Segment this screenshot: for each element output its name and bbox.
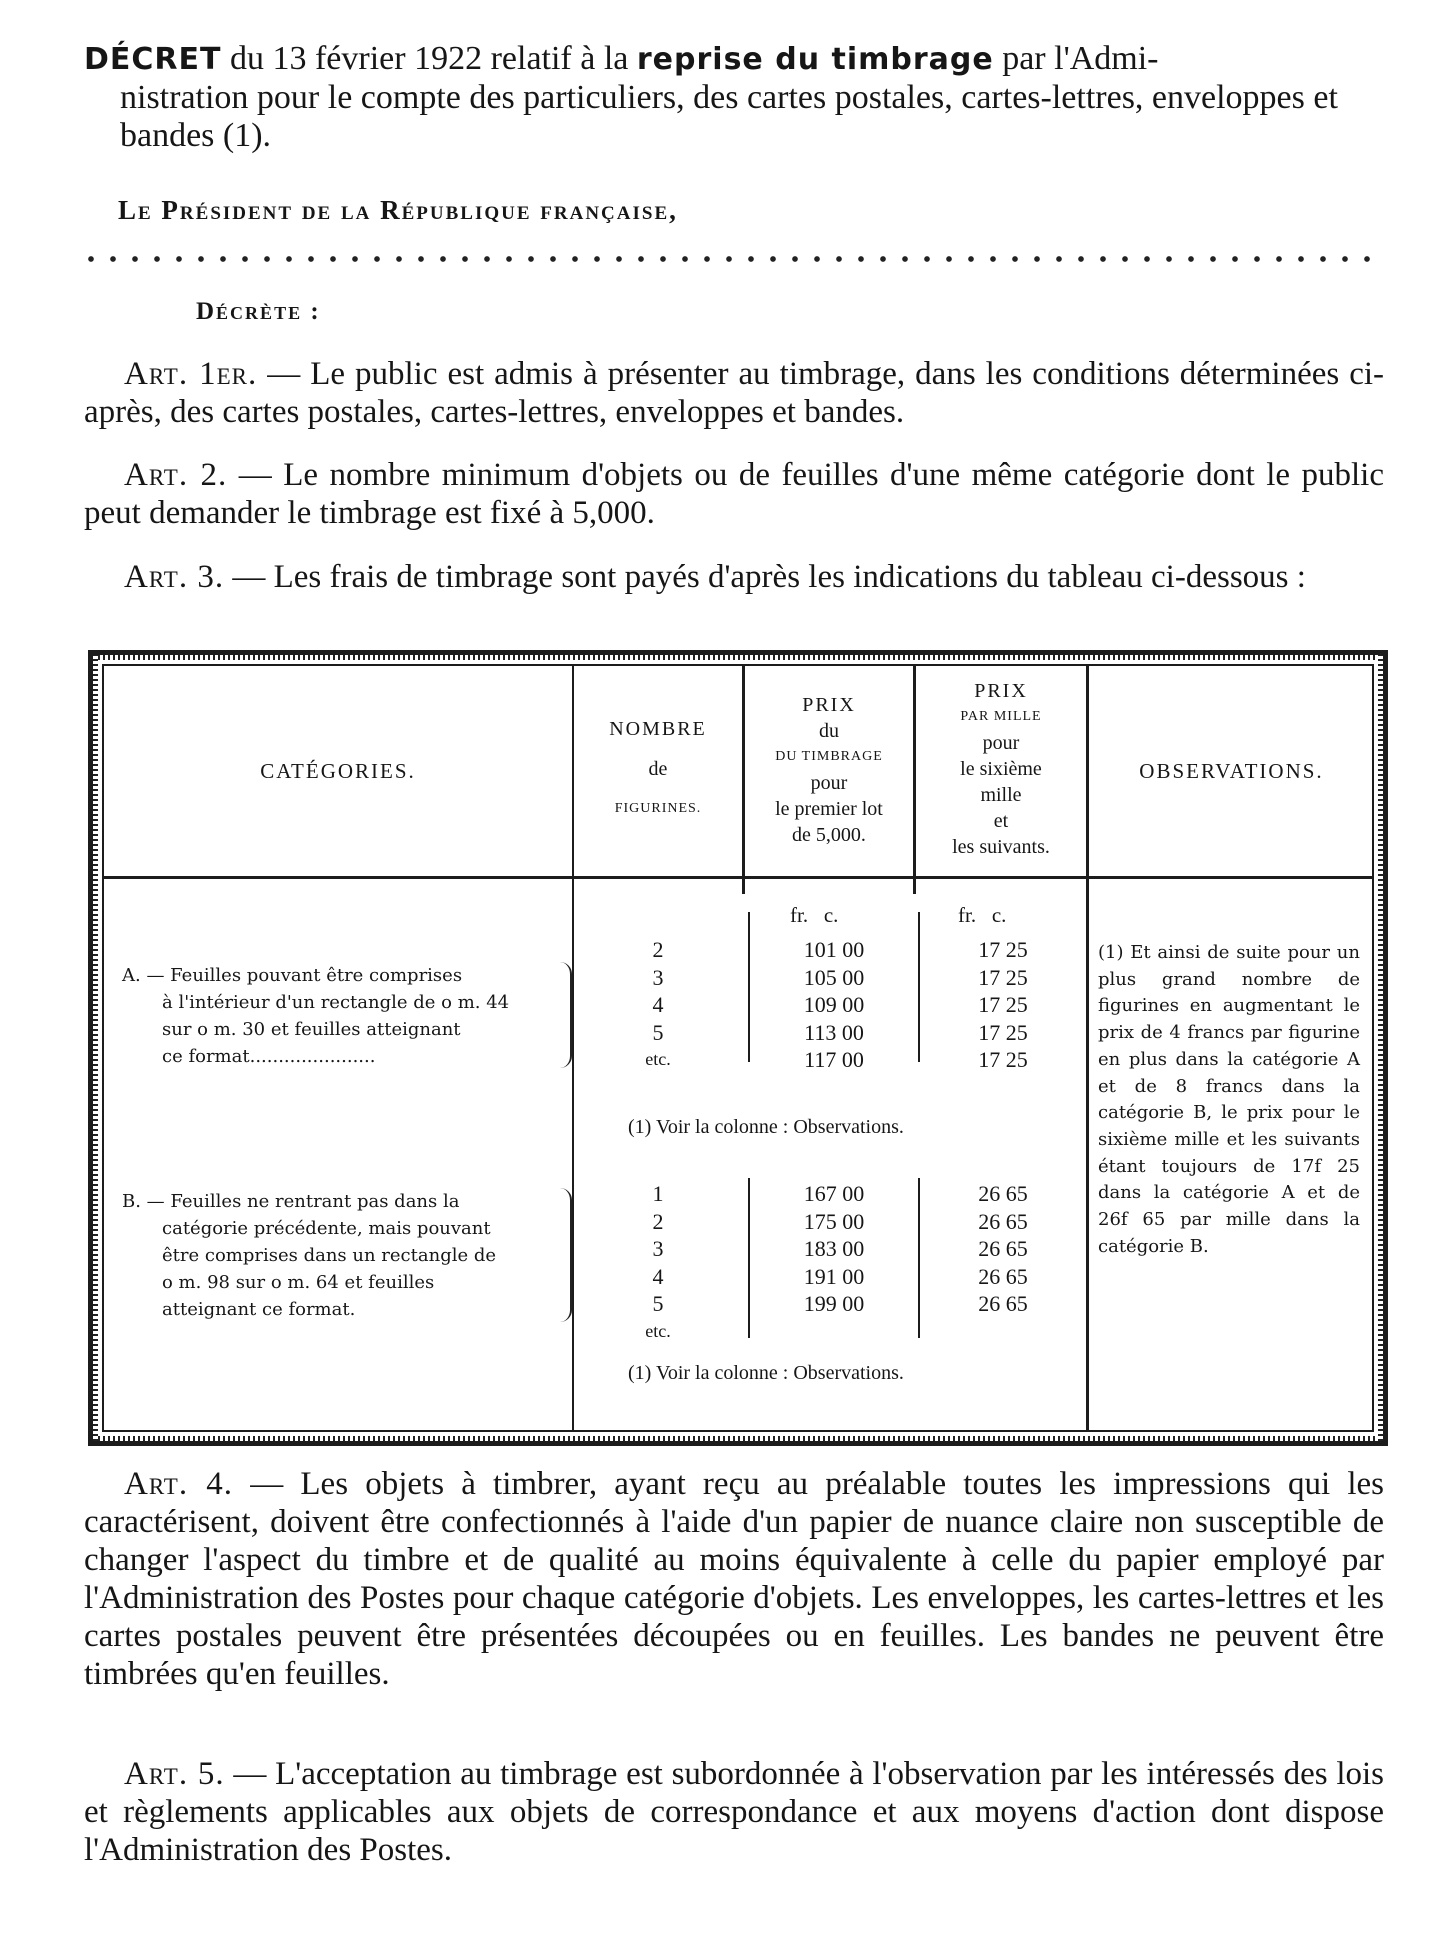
- category-a-figurines: 2 3 4 5 etc.: [645, 937, 671, 1069]
- article-1: [84, 355, 1384, 431]
- header-prix-par-mille: PRIX PAR MILLE pour le sixième mille et les suivants.: [952, 680, 1050, 858]
- unit-label: fr. c.: [790, 903, 839, 927]
- observations-text: (1) Et ainsi de suite pour un plus grand nombre de figurines en augmentant le prix de 4 francs par figurine en plus dans la catégorie A et de 8 francs dans la catégorie B, le prix pour le sixième mille et les suivants étant toujours de 17f 25 dans la catégorie A et de 26f 65 par mille dans la catégorie B.: [1098, 942, 1360, 1257]
- category-a-brace: [560, 962, 572, 1068]
- category-a-description: A. — Feuilles pouvant être comprises à l'intérieur d'un rectangle de o m. 44 sur o m. 30 et feuilles atteignant ce format......................: [122, 965, 510, 1067]
- header-categories: CATÉGORIES.: [260, 759, 416, 783]
- category-b-prix-mille: 26 65 26 65 26 65 26 65 26 65: [978, 1181, 1028, 1316]
- title-tail: par l'Admi-: [993, 40, 1159, 77]
- title-rest: nistration pour le compte des particuliers, des cartes postales, cartes-lettres, enveloppes et bandes (1).: [120, 79, 1338, 154]
- title-lead: DÉCRET: [84, 42, 222, 77]
- article-5-text: — L'acceptation au timbrage est subordonnée à l'observation par les intéressés des lois et règlements applicables aux objets de correspondance et aux moyens d'action dont dispose l'Administration des Postes.: [84, 1756, 1385, 1868]
- header-observations: OBSERVATIONS.: [1139, 759, 1324, 783]
- category-b-brace: [560, 1188, 572, 1322]
- title-bold-phrase: reprise du timbrage: [636, 42, 994, 77]
- article-3: [84, 558, 1384, 596]
- article-3-label: Art. 3.: [124, 559, 225, 595]
- article-4-label: Art. 4.: [124, 1466, 234, 1502]
- article-4: [84, 1465, 1384, 1693]
- article-5: [84, 1755, 1384, 1869]
- category-b-note: (1) Voir la colonne : Observations.: [628, 1362, 904, 1384]
- dotted-separator: [80, 252, 1380, 266]
- article-2-text: — Le nombre minimum d'objets ou de feuilles d'une même catégorie dont le public peut demander le timbrage est fixé à 5,000.: [84, 457, 1384, 531]
- category-b-prix-premier: 167 00 175 00 183 00 191 00 199 00: [803, 1181, 865, 1316]
- article-1-text: — Le public est admis à présenter au timbrage, dans les conditions déterminées ci-après, des cartes postales, cartes-lettres, enveloppes et bandes.: [84, 356, 1385, 430]
- president-heading: Le Président de la République française,: [118, 195, 678, 225]
- article-5-label: Art. 5.: [124, 1756, 225, 1792]
- category-a-prix-mille: 17 25 17 25 17 25 17 25 17 25: [978, 937, 1028, 1072]
- article-4-text: — Les objets à timbrer, ayant reçu au préalable toutes les impressions qui les caractérisent, doivent être confectionnés à l'aide d'un papier de nuance claire non susceptible de changer l'aspect du timbre et de qualité au moins équivalente à celle du papier employé par l'Administration des Postes pour chaque catégorie d'objets. Les enveloppes, les cartes-lettres et les cartes postales peuvent être présentées découpées ou en feuilles. Les bandes ne peuvent être timbrées qu'en feuilles.: [84, 1466, 1385, 1692]
- decrete-heading: Décrète :: [196, 298, 321, 325]
- title-lead-rest: du 13 février 1922 relatif à la: [221, 40, 637, 77]
- article-3-text: — Les frais de timbrage sont payés d'après les indications du tableau ci-dessous :: [224, 559, 1306, 595]
- article-1-label: Art. 1er.: [124, 356, 258, 392]
- decree-title: [84, 40, 1384, 155]
- unit-label: fr. c.: [958, 903, 1007, 927]
- category-b-figurines: 1 2 3 4 5 etc.: [645, 1181, 671, 1341]
- category-b-description: B. — Feuilles ne rentrant pas dans la catégorie précédente, mais pouvant être comprises dans un rectangle de o m. 98 sur o m. 64 et feuilles atteignant ce format.: [122, 1191, 497, 1320]
- header-nombre: NOMBRE de FIGURINES.: [609, 718, 707, 816]
- article-2-label: Art. 2.: [124, 457, 228, 493]
- tariff-table: [88, 650, 1388, 1446]
- header-prix-premier-lot: PRIX du DU TIMBRAGE pour le premier lot de 5,000.: [775, 694, 883, 846]
- article-2: [84, 456, 1384, 532]
- category-a-prix-premier: 101 00 105 00 109 00 113 00 117 00: [803, 937, 865, 1072]
- category-a-note: (1) Voir la colonne : Observations.: [628, 1116, 904, 1138]
